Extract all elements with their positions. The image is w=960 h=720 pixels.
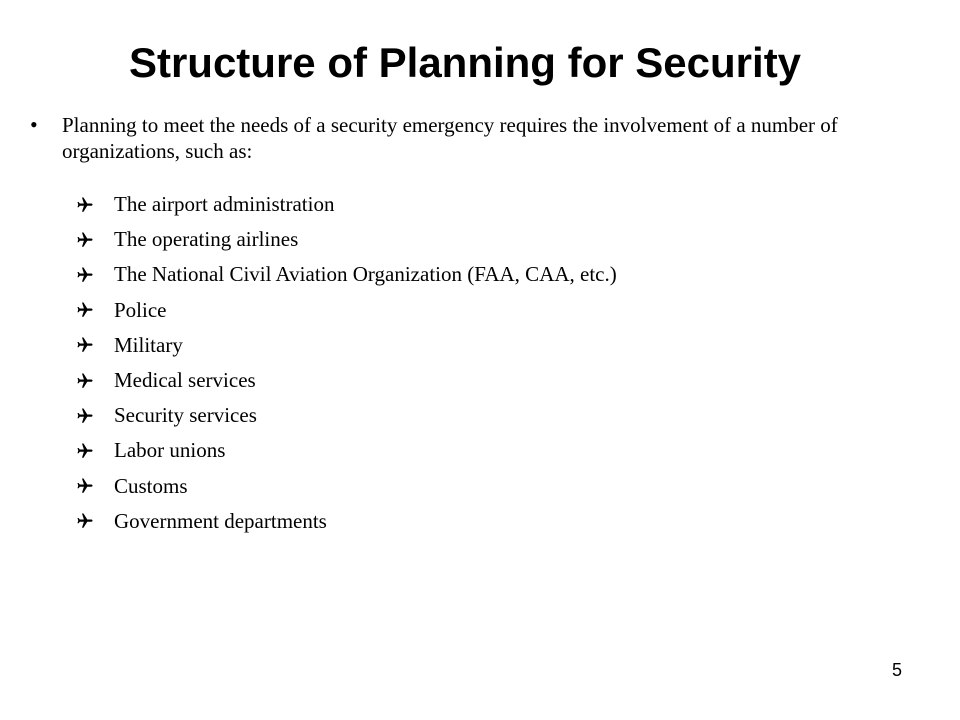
list-item-label: Customs <box>114 473 188 498</box>
list-item-label: Government departments <box>114 508 327 533</box>
airplane-icon <box>72 407 114 425</box>
list-item <box>72 433 617 468</box>
airplane-icon <box>72 477 114 495</box>
list-item <box>72 363 617 398</box>
list-item <box>72 504 617 539</box>
list-item <box>72 222 617 257</box>
list-item-label: Medical services <box>114 367 256 392</box>
list-item <box>72 398 617 433</box>
airplane-icon <box>72 301 114 319</box>
bullet-marker: • <box>30 112 38 137</box>
organization-list <box>72 187 617 539</box>
airplane-icon <box>72 512 114 530</box>
list-item <box>72 187 617 222</box>
airplane-icon <box>72 266 114 284</box>
list-item-label: Security services <box>114 403 257 428</box>
list-item-label: The operating airlines <box>114 227 299 252</box>
airplane-icon <box>72 336 114 354</box>
list-item <box>72 469 617 504</box>
list-item-label: Labor unions <box>114 438 226 463</box>
airplane-icon <box>72 196 114 214</box>
airplane-icon <box>72 442 114 460</box>
main-bullet <box>30 112 900 164</box>
airplane-icon <box>72 372 114 390</box>
list-item <box>72 293 617 328</box>
list-item-label: The airport administration <box>114 192 335 216</box>
list-item <box>72 328 617 363</box>
airplane-icon <box>72 231 114 249</box>
list-item <box>72 257 617 292</box>
page-number: 5 <box>891 660 902 680</box>
slide-title: Structure of Planning for Security <box>128 39 802 86</box>
list-item-label: Police <box>114 297 167 322</box>
list-item-label: Military <box>114 332 183 357</box>
main-bullet-text: Planning to meet the needs of a security emergency requires the involvement of a number of organizations, such as: <box>62 113 838 163</box>
list-item-label: The National Civil Aviation Organization (FAA, CAA, etc.) <box>114 262 617 287</box>
